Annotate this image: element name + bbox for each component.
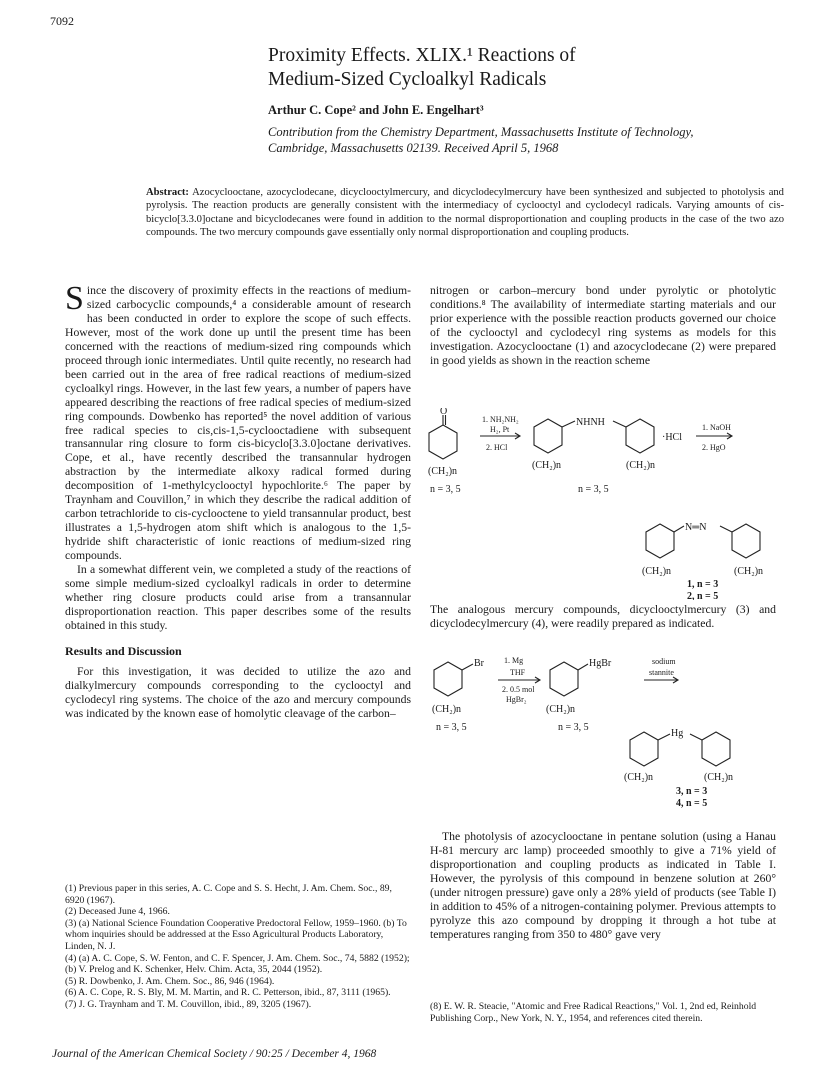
abstract-text: Azocyclooctane, azocyclodecane, dicyclooctylmercury, and dicyclodecylmercury have been synthesized and subjected to photolysis and pyrolysis. The reaction products are generally consistent with the intermediacy of cyclooctyl and cyclodecyl radicals. Varying amounts of cis-bicyclo[3.3.0]octane and bicyclodecanes were found in addition to the normal disproportionation and coupling products in the case of the two azo compounds. The two mercury compounds gave essentially only normal disproportionation and coupling products.: [146, 187, 784, 238]
ring-label: (CH₂)n: [704, 772, 734, 783]
hydrazine-label: NHNH: [576, 417, 605, 428]
reagent-label: H₂, Pt: [490, 425, 510, 434]
ring-structure: [732, 524, 760, 558]
right-paragraph-1: nitrogen or carbon–mercury bond under pyrolytic or photolytic conditions.⁸ The availability of intermediate starting materials and our prior experience with the possible reaction products governed our choice of the cyclooctyl and cyclodecyl ring systems as models for this investigation. Azocyclooctane (1) and azocyclodecane (2) were prepared in good yields as shown in the reaction scheme: [430, 284, 776, 367]
right-paragraph-2: The analogous mercury compounds, dicyclooctylmercury (3) and dicyclodecylmercury (4), were readily prepared as indicated.: [430, 603, 776, 630]
page-number: 7092: [50, 14, 74, 28]
journal-footer: Journal of the American Chemical Society / 90:25 / December 4, 1968: [52, 1048, 377, 1060]
n-values: n = 3, 5: [578, 484, 609, 495]
footnotes-left: [65, 883, 411, 1011]
reagent-label: stannite: [649, 668, 674, 677]
ring-label: (CH₂)n: [546, 704, 576, 715]
azo-label: N═N: [685, 522, 707, 533]
ring-label: (CH₂)n: [432, 704, 462, 715]
footnote: (2) Deceased June 4, 1966.: [65, 906, 170, 918]
reaction-scheme-azo: [428, 408, 788, 600]
title-line-2: Medium-Sized Cycloalkyl Radicals: [268, 69, 547, 90]
footnote: (1) Previous paper in this series, A. C. Cope and S. S. Hecht, J. Am. Chem. Soc., 89, 6920 (1967).: [65, 883, 392, 906]
reagent-label: THF: [510, 668, 526, 677]
ring-label: (CH₂)n: [642, 566, 672, 577]
footnote: (5) R. Dowbenko, J. Am. Chem. Soc., 86, 946 (1964).: [65, 975, 275, 987]
n-values: n = 3, 5: [436, 722, 467, 733]
bromo-label: Br: [474, 658, 484, 669]
ring-structure: [630, 732, 658, 766]
ring-structure: [434, 662, 462, 696]
compound-1-label: 1, n = 3: [687, 579, 719, 590]
ring-label: (CH₂)n: [624, 772, 654, 783]
n-values: n = 3, 5: [430, 484, 461, 495]
reagent-label: HgBr₂: [506, 695, 527, 704]
affiliation-line-2: Cambridge, Massachusetts 02139. Received April 5, 1968: [268, 141, 559, 155]
affiliation-line-1: Contribution from the Chemistry Department, Massachusetts Institute of Technology,: [268, 125, 694, 139]
reagent-label: 2. HCl: [486, 443, 508, 452]
article-title: [268, 44, 788, 92]
abstract-label: Abstract:: [146, 187, 189, 198]
hcl-label: ·HCl: [662, 432, 682, 443]
ring-structure: [646, 524, 674, 558]
reagent-label: 2. 0.5 mol: [502, 685, 535, 694]
ring-label: (CH₂)n: [626, 460, 656, 471]
footnote: (6) A. C. Cope, R. S. Bly, M. M. Martin, and R. C. Petterson, ibid., 87, 3111 (1965).: [65, 987, 391, 999]
footnote: (7) J. G. Traynham and T. M. Couvillon, ibid., 89, 3205 (1967).: [65, 998, 312, 1010]
reagent-label: sodium: [652, 657, 676, 666]
carbonyl-oxygen: O: [440, 408, 448, 417]
section-heading: Results and Discussion: [65, 643, 182, 658]
footnote: (3) (a) National Science Foundation Cooperative Predoctoral Fellow, 1959–1960. (b) To whom inquiries should be addressed at the Esso Agricultural Products Laboratory, Linden, N. J.: [65, 917, 407, 952]
affiliation: [268, 124, 788, 156]
compound-2-label: 2, n = 5: [687, 591, 719, 600]
footnote-8: (8) E. W. R. Steacie, "Atomic and Free Radical Reactions," Vol. 1, 2nd ed, Reinhold Publishing Corp., New York, N. Y., 1954, and references cited therein.: [430, 1001, 757, 1024]
ring-structure: [534, 419, 562, 453]
footnote: (4) (a) A. C. Cope, S. W. Fenton, and C. F. Spencer, J. Am. Chem. Soc., 74, 5882 (1952); (b) V. Prelog and K. Schenker, Helv. Chim. Acta, 35, 2044 (1952).: [65, 952, 410, 976]
right-paragraph-3: The photolysis of azocyclooctane in pentane solution (using a Hanau H-81 mercury arc lamp) proceeded smoothly to give a 71% yield of disproportionation and coupling products as indicated in Table I. However, the pyrolysis of this compound in benzene solution at 260° (under nitrogen pressure) gave only a 28% yield of products (see Table I) in addition to 45% of a nitrogen-containing polymer. Previous attempts to pyrolyze this azo compound by dropping it through a hot tube at temperatures ranging from 350 to 480° gave very: [430, 830, 776, 941]
ring-label: (CH₂)n: [734, 566, 764, 577]
ring-structure: [429, 425, 457, 459]
reagent-label: 1. NH₂NH₂: [482, 415, 519, 424]
reagent-label: 1. NaOH: [702, 423, 731, 432]
hgbr-label: HgBr: [589, 658, 612, 669]
ring-structure: [626, 419, 654, 453]
authors: Arthur C. Cope² and John E. Engelhart³: [268, 103, 484, 117]
intro-paragraph-1: Since the discovery of proximity effects in the reactions of medium-sized carbocyclic compounds,⁴ a considerable amount of research has been conducted in order to explore the scope of such effects. However, most of the work done up until the present time has been concerned with the reactions of medium-sized ring compounds which proceed through ionic intermediates. Until quite recently, no research had been carried out in the area of free radical reactions of medium-sized cycloalkyl rings. However, in the last few years, a number of papers have appeared describing the reactions of free radical species of medium-sized ring compounds. Dowbenko has reported⁵ the novel addition of various free radical species to cis,cis-1,5-cyclooctadiene with subsequent transannular ring closure to form cis-bicyclo[3.3.0]octane derivatives. Cope, et al., have recently described the transannular hydrogen abstraction by the intermediate alkoxy radical formed during decomposition of 1-methylcyclooctyl hypochlorite.⁶ The paper by Traynham and Couvillon,⁷ in which they describe the radical addition of carbon tetrachloride to cis-cyclooctene to yield transannular product, best illustrates a 1,5-hydrogen atom shift which is analogous to the 1,5-hydride shift characteristic of ionic reactions of medium-sized ring compounds.: [65, 280, 411, 563]
compound-4-label: 4, n = 5: [676, 798, 708, 809]
reagent-label: 2. HgO: [702, 443, 726, 452]
hg-label: Hg: [671, 728, 684, 739]
n-values: n = 3, 5: [558, 722, 589, 733]
ring-structure: [550, 662, 578, 696]
ring-label: (CH₂)n: [428, 466, 458, 477]
reagent-label: 1. Mg: [504, 656, 524, 665]
drop-cap: S: [65, 280, 84, 317]
ring-label: (CH₂)n: [532, 460, 562, 471]
ring-structure: [702, 732, 730, 766]
abstract: [146, 186, 784, 239]
compound-3-label: 3, n = 3: [676, 786, 708, 797]
title-line-1: Proximity Effects. XLIX.¹ Reactions of: [268, 45, 576, 66]
left-column: [65, 280, 411, 721]
results-paragraph-1: For this investigation, it was decided to utilize the azo and dialkylmercury compounds corresponding to the cyclooctyl and cyclodecyl ring systems. The choice of the azo and mercury compounds was indicated by the known ease of homolytic cleavage of the carbon–: [65, 664, 411, 720]
reaction-scheme-mercury: [428, 650, 788, 850]
intro-paragraph-2: In a somewhat different vein, we completed a study of the reactions of some simple medium-sized cycloalkyl radicals in order to determine whether ring closure products could arise from a transannular disproportionation reaction. This paper describes some of the results obtained in this study.: [65, 563, 411, 632]
